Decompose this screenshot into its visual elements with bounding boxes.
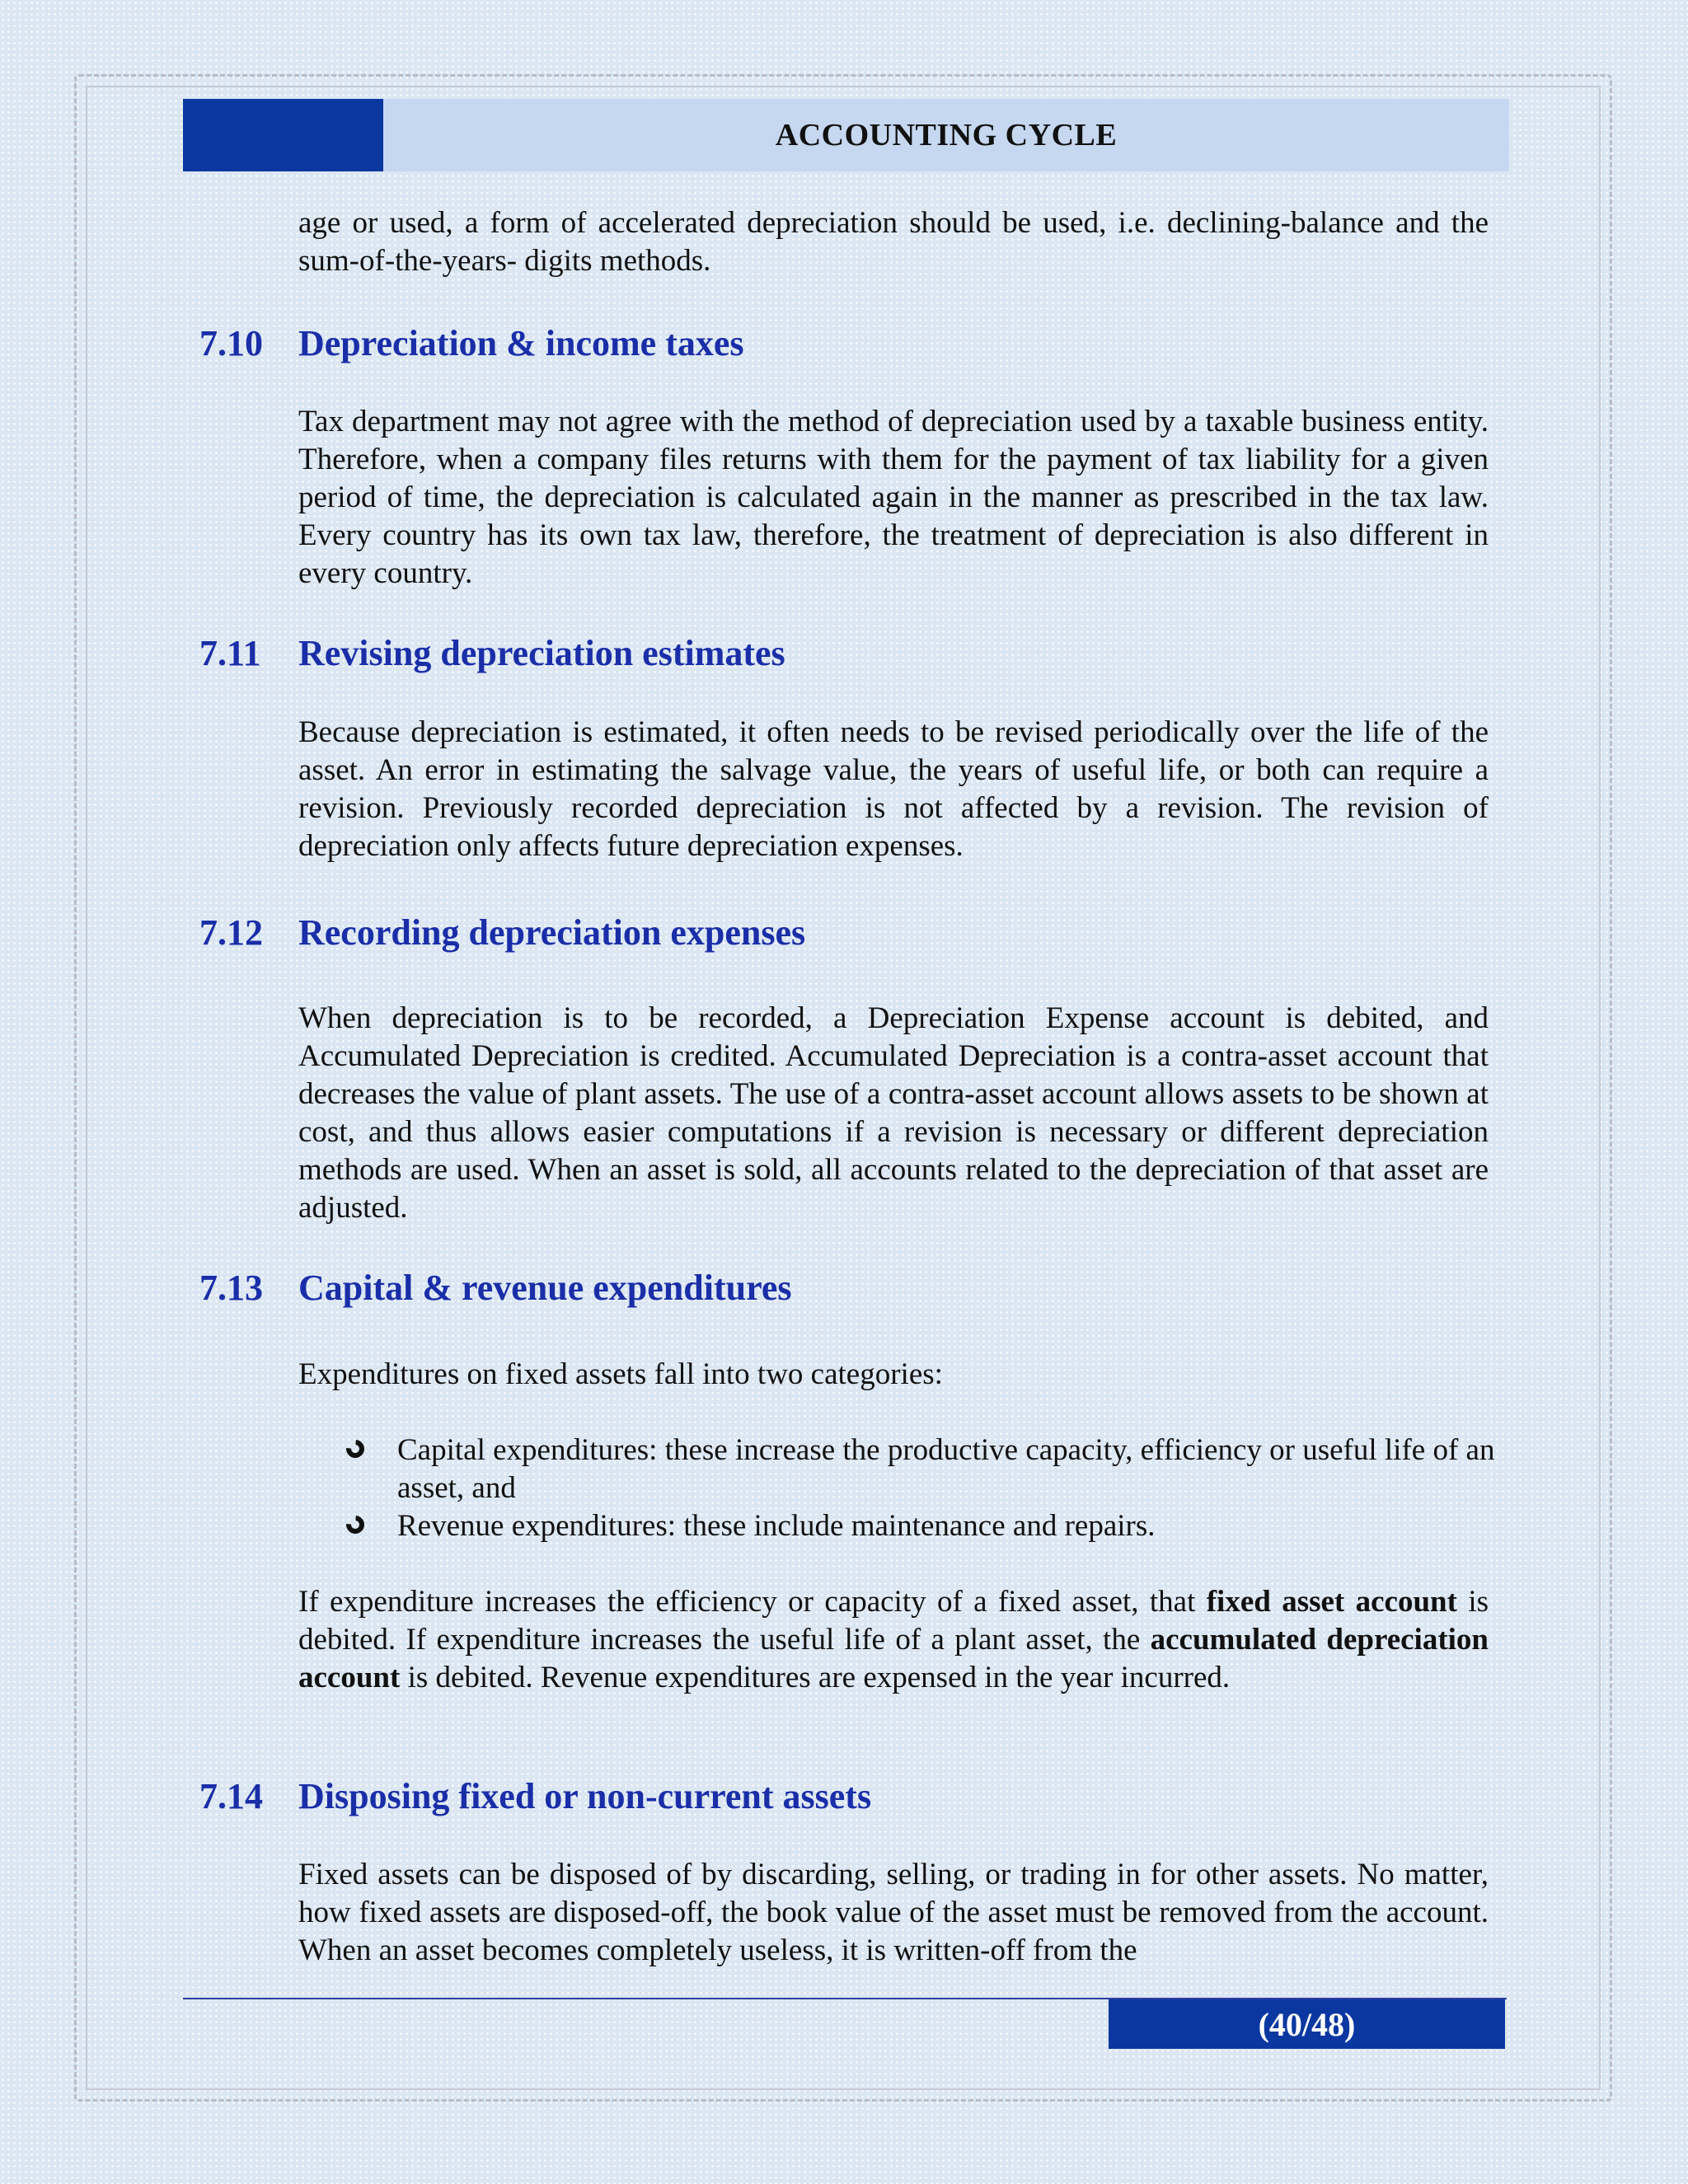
- page-number-badge: [1109, 1999, 1505, 2049]
- bullet-ring-icon: [343, 1436, 368, 1462]
- header-bar: [383, 99, 1509, 171]
- page-header: [183, 99, 1509, 171]
- list-item-text: Capital expenditures: these increase the productive capacity, efficiency or useful life of an asset, and: [397, 1433, 1495, 1505]
- section-paragraph-7-11: Because depreciation is estimated, it often needs to be revised periodically over the life of the asset. An error in estimating the salvage value, the years of useful life, or both can require a revision. Previously recorded depreciation is not affected by a revision. The revision of depreciation only affects future depreciation expenses.: [298, 715, 1489, 863]
- section-title: Depreciation & income taxes: [298, 323, 744, 363]
- section-number: 7.14: [199, 1776, 263, 1816]
- followup-text: is debited. If expenditure increases the useful life of a plant asset, the: [298, 1585, 1489, 1657]
- list-item-text: Revenue expenditures: these include maintenance and repairs.: [397, 1509, 1156, 1543]
- expenditure-bullet-list: [346, 1432, 1500, 1545]
- section-paragraph-7-14: Fixed assets can be disposed of by discarding, selling, or trading in for other assets. No matter, how fixed assets are disposed-off, the book value of the asset must be removed from the account. When an asset becomes completely useless, it is written-off from the: [298, 1858, 1489, 1967]
- section-title: Disposing fixed or non-current assets: [298, 1776, 872, 1816]
- page-number: (40/48): [1258, 2005, 1356, 2043]
- list-item: [346, 1507, 1500, 1545]
- section-heading-7-11: [199, 633, 785, 674]
- list-item: [346, 1432, 1500, 1507]
- section-title: Recording depreciation expenses: [298, 912, 806, 953]
- section-title: Capital & revenue expenditures: [298, 1268, 792, 1308]
- section-heading-7-10: [199, 323, 744, 364]
- section-paragraph-7-12: When depreciation is to be recorded, a Depreciation Expense account is debited, and Accumulated Depreciation is credited. Accumulated Depreciation is a contra-asset account that decreases the value of plant assets. The use of a contra-asset account allows assets to be shown at cost, and thus allows easier computations if a revision is necessary or different depreciation methods are used. When an asset is sold, all accounts related to the depreciation of that asset are adjusted.: [298, 1001, 1489, 1225]
- section-paragraph-7-10: Tax department may not agree with the method of depreciation used by a taxable business entity. Therefore, when a company files returns with them for the payment of tax liability for a given period of time, the depreciation is calculated again in the manner as prescribed in the tax law. Every country has its own tax law, therefore, the treatment of depreciation is also different in every country.: [298, 405, 1489, 590]
- section-paragraph-7-13-followup: [298, 1583, 1489, 1697]
- section-heading-7-14: [199, 1776, 871, 1817]
- intro-paragraph: age or used, a form of accelerated depreciation should be used, i.e. declining-balance and the sum-of-the-years- digits methods.: [298, 206, 1489, 278]
- bullet-ring-icon: [343, 1512, 368, 1538]
- section-number: 7.12: [199, 912, 263, 953]
- section-title: Revising depreciation estimates: [298, 633, 785, 673]
- section-paragraph-7-13: Expenditures on fixed assets fall into two categories:: [298, 1357, 943, 1391]
- followup-text: is debited. Revenue expenditures are expensed in the year incurred.: [400, 1661, 1231, 1694]
- followup-bold-text: fixed asset account: [1206, 1585, 1457, 1619]
- header-accent-block: [183, 99, 383, 171]
- followup-text: If expenditure increases the efficiency or capacity of a fixed asset, that: [298, 1585, 1207, 1619]
- section-heading-7-13: [199, 1268, 791, 1309]
- section-number: 7.13: [199, 1268, 263, 1308]
- section-number: 7.11: [199, 633, 261, 673]
- section-heading-7-12: [199, 912, 805, 954]
- followup-bold-text: accumulated depreciation account: [298, 1623, 1489, 1694]
- section-number: 7.10: [199, 323, 263, 363]
- header-title: ACCOUNTING CYCLE: [775, 118, 1118, 152]
